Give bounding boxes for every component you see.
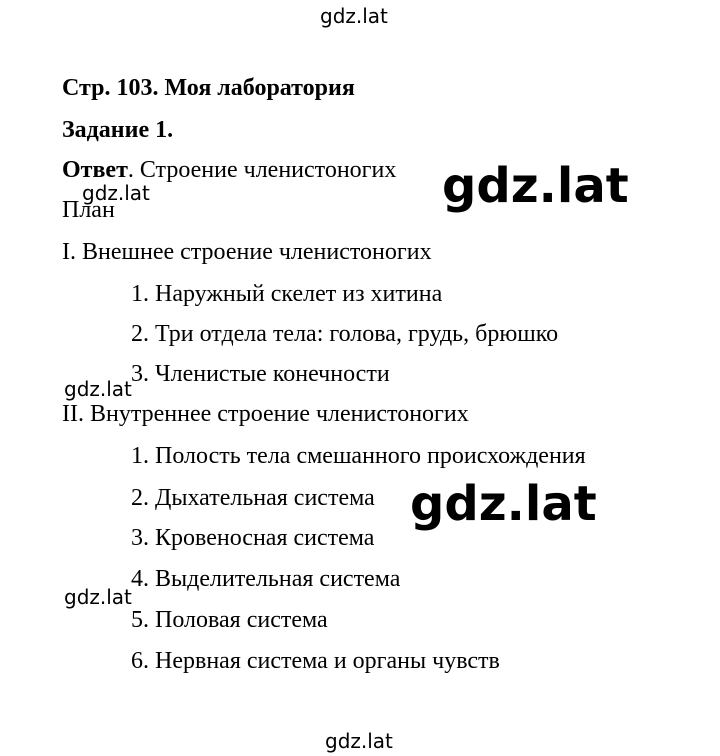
answer-text: . Строение членистоногих [127, 157, 397, 183]
section-title-1: I. Внешнее строение членистоногих [62, 239, 432, 265]
watermark-large: gdz.lat [410, 476, 597, 532]
list-item: 4. Выделительная система [131, 566, 401, 592]
task-heading: Задание 1. [62, 117, 174, 143]
list-item: 3. Кровеносная система [131, 525, 375, 551]
answer-label: Ответ [62, 157, 128, 183]
watermark-bottom: gdz.lat [325, 729, 393, 753]
watermark-small: gdz.lat [64, 377, 132, 401]
page-title: Стр. 103. Моя лаборатория [62, 75, 355, 101]
watermark-small: gdz.lat [64, 585, 132, 609]
list-item: 6. Нервная система и органы чувств [131, 648, 500, 674]
list-item: 5. Половая система [131, 607, 328, 633]
list-item: 2. Три отдела тела: голова, грудь, брюшко [131, 321, 559, 347]
answer-line [62, 158, 396, 182]
list-item: 1. Наружный скелет из хитина [131, 281, 443, 307]
plan-label: План [62, 197, 115, 223]
section-title-2: II. Внутреннее строение членистоногих [62, 401, 469, 427]
watermark-large: gdz.lat [442, 158, 629, 214]
list-item: 1. Полость тела смешанного происхождения [131, 443, 586, 469]
watermark-top: gdz.lat [320, 4, 388, 28]
watermark-small: gdz.lat [82, 181, 150, 205]
list-item: 2. Дыхательная система [131, 485, 375, 511]
list-item: 3. Членистые конечности [131, 361, 390, 387]
